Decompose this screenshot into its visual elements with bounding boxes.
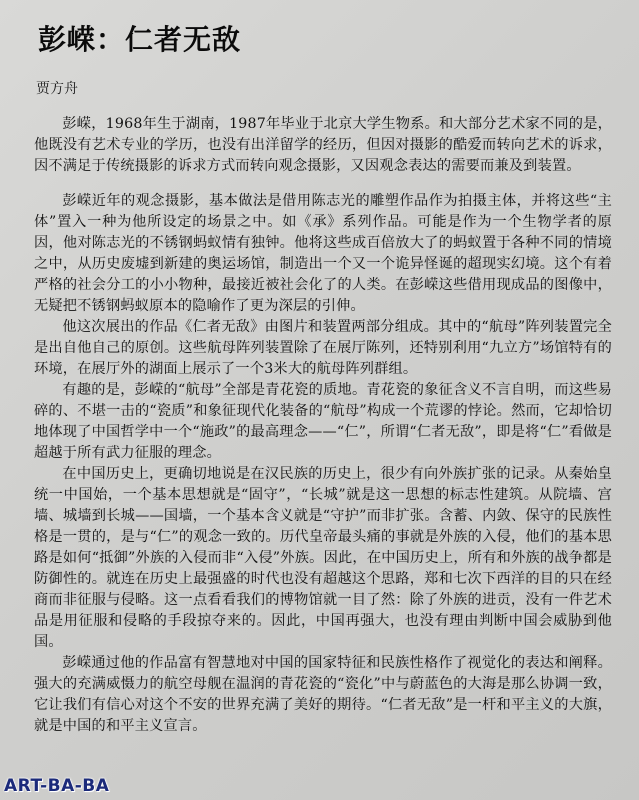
paragraph-conclusion: 彭嵘通过他的作品富有智慧地对中国的国家特征和民族性格作了视觉化的表达和阐释。强大的充满威慑力的航空母舰在温润的青花瓷的“瓷化”中与蔚蓝色的大海是那么协调一致，它让我们有信心对这个不安的世界充满了美好的期待。“仁者无敌”是一杆和平主义的大旗，就是中国的和平主义宣言。 [34, 655, 612, 734]
article-body [34, 114, 612, 737]
watermark-logo: ART-BA-BA [4, 776, 110, 796]
paragraph-porcelain: 有趣的是，彭嵘的“航母”全部是青花瓷的质地。青花瓷的象征含义不言自明，而这些易碎的、不堪一击的“瓷质”和象征现代化装备的“航母”构成一个荒谬的悖论。然而，它却恰切地体现了中国哲学中一个“施政”的最高理念——“仁”，所谓“仁者无敌”，即是将“仁”看做是超越于所有武力征服的理念。 [34, 382, 612, 461]
paragraph-concept-photography: 彭嵘近年的观念摄影，基本做法是借用陈志光的雕塑作品作为拍摄主体，并将这些“主体”置入一种为他所设定的场景之中。如《承》系列作品。可能是作为一个生物学者的原因，他对陈志光的不锈钢蚂蚁情有独钟。他将这些成百倍放大了的蚂蚁置于各种不同的情境之中，从历史废墟到新建的奥运场馆，制造出一个又一个诡异怪诞的超现实幻境。这个有着严格的社会分工的小小物种，最接近被社会化了的人类。在彭嵘这些借用现成品的图像中，无疑把不锈钢蚂蚁原本的隐喻作了更为深层的引伸。 [34, 193, 612, 314]
article-title: 彭嵘：仁者无敌 [38, 23, 242, 56]
paragraph-bio: 彭嵘，1968年生于湖南，1987年毕业于北京大学生物系。和大部分艺术家不同的是，他既没有艺术专业的学历，也没有出洋留学的经历，但因对摄影的酷爱而转向艺术的诉求，因不满足于传统摄影的诉求方式而转向观念摄影，又因观念表达的需要而兼及到装置。 [34, 116, 612, 174]
paragraph-history: 在中国历史上，更确切地说是在汉民族的历史上，很少有向外族扩张的记录。从秦始皇统一中国始，一个基本思想就是“固守”，“长城”就是这一思想的标志性建筑。从院墙、宫墙、城墙到长城——国墙，一个基本含义就是“守护”而非扩张。含蓄、内敛、保守的民族性格是一贯的，是与“仁”的观念一致的。历代皇帝最头痛的事就是外族的入侵，他们的基本思路是如何“抵御”外族的入侵而非“入侵”外族。因此，在中国历史上，所有和外族的战争都是防御性的。就连在历史上最强盛的时代也没有超越这个思路，郑和七次下西洋的目的只在经商而非征服与侵略。这一点看看我们的博物馆就一目了然：除了外族的进贡，没有一件艺术品是用征服和侵略的手段掠夺来的。因此，中国再强大，也没有理由判断中国会威胁到他国。 [34, 466, 612, 650]
paragraph-exhibition: 他这次展出的作品《仁者无敌》由图片和装置两部分组成。其中的“航母”阵列装置完全是出自他自己的原创。这些航母阵列装置除了在展厅陈列，还特别利用“九立方”场馆特有的环境，在展厅外的湖面上展示了一个3米大的航母阵列群组。 [34, 319, 612, 377]
article-author: 贾方舟 [36, 81, 78, 97]
